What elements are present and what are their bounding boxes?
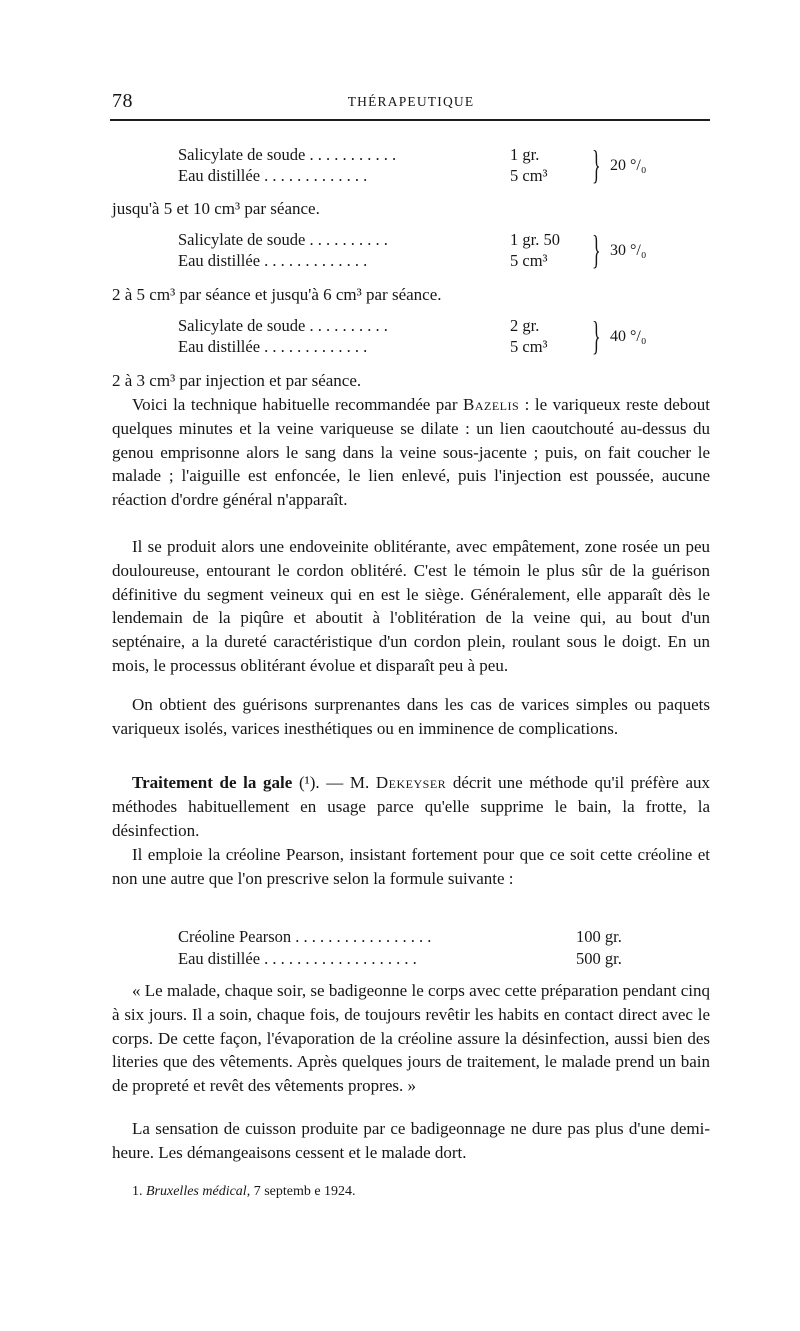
brace: } bbox=[592, 313, 601, 358]
gale-text: décrit une méthode qu'il préfère aux méthodes habituellement en usage parce qu'elle supprime le bain, la frotte, la désinfection. bbox=[112, 773, 710, 840]
author-name: Dekeyser bbox=[375, 773, 447, 792]
header-rule bbox=[110, 119, 710, 121]
ingredient-quantity: 2 gr. bbox=[510, 316, 540, 335]
dosage-note: jusqu'à 5 et 10 cm³ par séance. bbox=[112, 199, 320, 218]
technique-intro: Voici la technique habituelle recommandée par bbox=[132, 395, 458, 414]
brace: } bbox=[592, 142, 601, 187]
concentration-percent: 20 °/₀ bbox=[610, 157, 647, 174]
formula-40-percent bbox=[178, 313, 678, 360]
footnote-reference: (¹). bbox=[298, 773, 320, 792]
creoline-paragraph: Il emploie la créoline Pearson, insistant fortement pour que ce soit cette créoline et non une autre que l'on prescrive selon la formule suivante : bbox=[112, 845, 710, 888]
guerisons-paragraph: On obtient des guérisons surprenantes dans les cas de varices simples ou paquets variqueux isolés, varices inesthétiques ou en imminence de complications. bbox=[112, 695, 710, 738]
technique-paragraph bbox=[112, 393, 710, 512]
ingredient-name: Créoline Pearson . . . . . . . . . . . . . . . . . bbox=[178, 927, 432, 946]
concentration-percent: 30 °/₀ bbox=[610, 242, 647, 259]
section-title: Traitement de la gale bbox=[132, 773, 293, 792]
ingredient-name: Salicylate de soude . . . . . . . . . . . bbox=[178, 145, 397, 164]
dosage-note: 2 à 3 cm³ par injection et par séance. bbox=[112, 371, 362, 390]
page-header bbox=[112, 86, 710, 114]
ingredient-name: Salicylate de soude . . . . . . . . . . bbox=[178, 316, 388, 335]
ingredient-name: Eau distillée . . . . . . . . . . . . . bbox=[178, 337, 368, 356]
creoline-formula-line bbox=[178, 926, 658, 948]
ingredient-name: Eau distillée . . . . . . . . . . . . . bbox=[178, 166, 368, 185]
ingredient-quantity: 1 gr. bbox=[510, 145, 540, 164]
malade-paragraph: « Le malade, chaque soir, se badigeonne le corps avec cette préparation pendant cinq à six jours. Il a soin, chaque fois, de toujours revêtir les habits en contact direct avec le corps. De cette façon, l'évaporation de la créoline assure la désinfection, aussi bien des literies que des vêtements. Après quelques jours de traitement, le malade prend un bain de propreté et revêt des vêtements propres. » bbox=[112, 981, 710, 1096]
footnote-number: 1. bbox=[132, 1184, 143, 1199]
ingredient-name: Eau distillée . . . . . . . . . . . . . bbox=[178, 251, 368, 270]
footnote-source: Bruxelles médical bbox=[146, 1184, 247, 1199]
ingredient-quantity: 5 cm³ bbox=[510, 166, 548, 185]
sensation-paragraph: La sensation de cuisson produite par ce badigeonnage ne dure pas plus d'une demi-heure. Les démangeaisons cessent et le malade dort. bbox=[112, 1119, 710, 1162]
dosage-note: 2 à 5 cm³ par séance et jusqu'à 6 cm³ par séance. bbox=[112, 285, 442, 304]
endoveinite-paragraph: Il se produit alors une endoveinite oblitérante, avec empâtement, zone rosée un peu douloureuse, entourant le cordon oblitéré. C'est le témoin le plus sûr de la guérison définitive du segment veineux qui en est le siège. Généralement, elle apparaît dès le lendemain de la piqûre et aboutit à l'oblitération de la veine qui, au bout d'un septénaire, a la dureté caractéristique d'un cordon plein, roulant sous le doigt. En un mois, le processus oblitérant évolue et disparaît peu à peu. bbox=[112, 537, 710, 675]
gale-paragraph bbox=[112, 771, 710, 842]
ingredient-quantity: 500 gr. bbox=[576, 949, 622, 968]
ingredient-quantity: 5 cm³ bbox=[510, 337, 548, 356]
formula-20-percent bbox=[178, 142, 678, 189]
brace: } bbox=[592, 227, 601, 272]
ingredient-name: Eau distillée . . . . . . . . . . . . . . . . . . . bbox=[178, 949, 417, 968]
formula-30-percent bbox=[178, 227, 678, 274]
technique-text: : le variqueux reste debout quelques minutes et la veine variqueuse se dilate : un lien caoutchouté au-dessus du genou emprisonne alors le sang dans la veine sous-jacente ; puis, on fait coucher le malade ; l'aiguille est enfoncée, le lien enlevé, puis l'injection est poussée, aucune réaction d'ordre général n'apparaît. bbox=[112, 395, 710, 510]
ingredient-quantity: 100 gr. bbox=[576, 927, 622, 946]
concentration-percent: 40 °/₀ bbox=[610, 328, 647, 345]
ingredient-quantity: 1 gr. 50 bbox=[510, 230, 560, 249]
ingredient-name: Salicylate de soude . . . . . . . . . . bbox=[178, 230, 388, 249]
author-name: Bazelis bbox=[463, 395, 520, 414]
gale-dash: — M. bbox=[319, 773, 376, 792]
ingredient-quantity: 5 cm³ bbox=[510, 251, 548, 270]
footnote-date: , 7 septemb e 1924. bbox=[246, 1184, 356, 1199]
running-title: THÉRAPEUTIQUE bbox=[347, 94, 475, 109]
page-number: 78 bbox=[112, 90, 133, 112]
creoline-formula-line bbox=[178, 948, 658, 970]
footnote bbox=[132, 1184, 356, 1200]
